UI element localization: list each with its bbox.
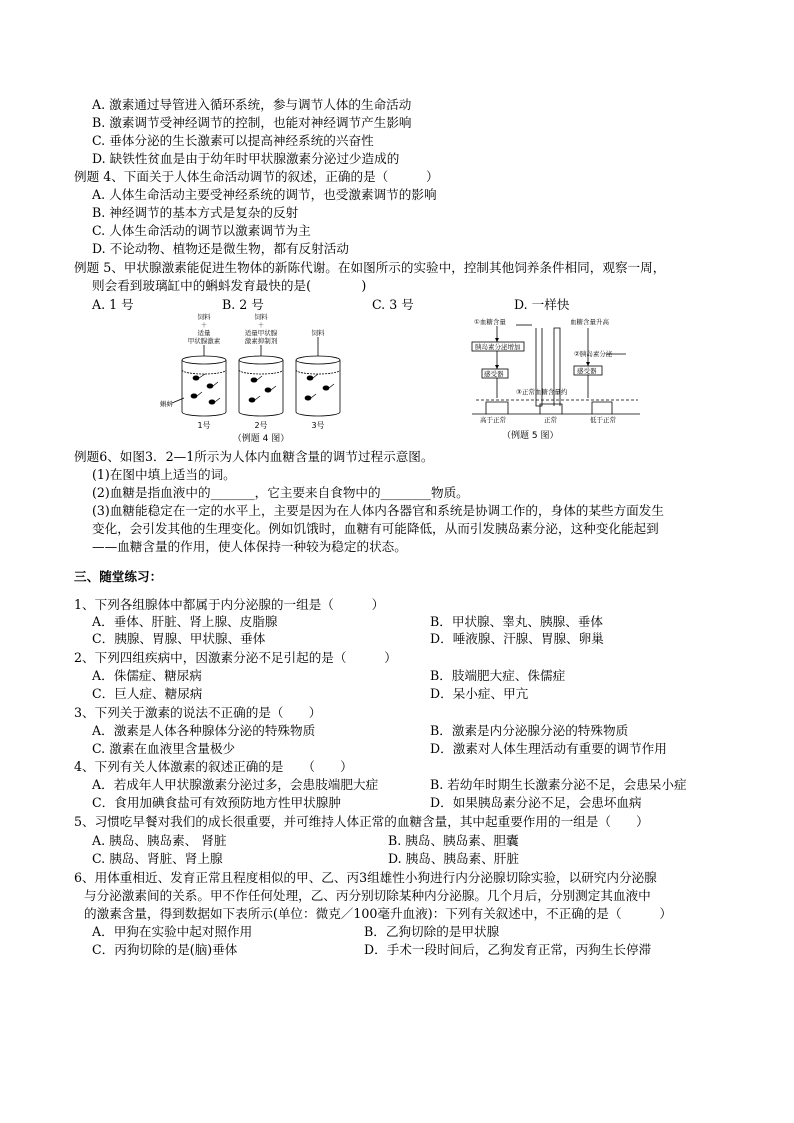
practice-q6-stem-1: 6、用体重相近、发育正常且程度相似的甲、乙、丙3组雄性小狗进行内分泌腺切除实验，以研究内分泌腺 — [74, 870, 657, 885]
fig4-label-amount-1: 适量 — [197, 329, 211, 337]
fig5-label-receptor-right: 感受器 — [577, 367, 597, 375]
ex4-option-a: A. 人体生命活动主要受神经系统的调节，也受激素调节的影响 — [92, 187, 437, 202]
fig5-label-insulin-increase: 胰岛素分泌增加 — [475, 343, 521, 351]
practice-q4-option-b: B. 若幼年时期生长激素分泌不足，会患呆小症 — [430, 777, 687, 792]
fig5-label-below-normal: 低于正常 — [590, 416, 616, 424]
fig5-label-normal: 正常 — [544, 416, 557, 424]
fig4-label-feed-3: 饲料 — [311, 329, 325, 337]
practice-q5-option-b: B. 胰岛、胰岛素、胆囊 — [388, 833, 519, 848]
practice-q4-option-a: A．若成年人甲状腺激素分泌过多，会患肢端肥大症 — [92, 777, 379, 792]
practice-q2-option-a: A．侏儒症、糖尿病 — [92, 668, 202, 683]
fig4-label-feed-2: 饲料 — [254, 313, 268, 321]
practice-q1-stem: 1、下列各组腺体中都属于内分泌腺的一组是（ ） — [74, 597, 385, 612]
ex4-option-b: B. 神经调节的基本方式是复杂的反射 — [92, 205, 299, 220]
section-3-title: 三、随堂练习： — [74, 569, 163, 584]
ex3-option-d: D. 缺铁性贫血是由于幼年时甲状腺激素分泌过少造成的 — [92, 151, 400, 166]
practice-q3-option-c: C. 激素在血液里含量极少 — [92, 741, 236, 756]
ex6-question-1: (1)在图中填上适当的词。 — [92, 467, 236, 482]
ex5-option-d: D. 一样快 — [514, 297, 570, 312]
ex6-question-3-line-1: (3)血糖能稳定在一定的水平上，主要是因为在人体内各器官和系统是协调工作的，身体的某些方面发生 — [92, 503, 664, 518]
practice-q3-option-d: D．激素对人体生理活动有重要的调节作用 — [430, 741, 667, 756]
fig5-caption: （例题 5 图） — [502, 431, 559, 441]
fig4-label-inhibitor: 激素抑制剂 — [244, 337, 278, 345]
practice-q5-stem: 5、习惯吃早餐对我们的成长很重要，并可维持人体正常的血糖含量，其中起重要作用的一组是（ ） — [74, 814, 649, 829]
practice-q6-option-a: A．甲狗在实验中起对照作用 — [92, 924, 253, 939]
ex6-question-3-line-3: ——血糖含量的作用，使人体保持一种较为稳定的状态。 — [92, 539, 407, 554]
fig4-label-plus-2: ＋ — [257, 321, 265, 329]
fig5-label-glucose-rise: 血糖含量升高 — [570, 318, 609, 326]
ex5-option-a: A. 1 号 — [92, 297, 134, 312]
ex3-option-a: A. 激素通过导管进入循环系统，参与调节人体的生命活动 — [92, 97, 412, 112]
practice-q5-option-a: A. 胰岛、胰岛素、 肾脏 — [92, 833, 227, 848]
fig4-jar-1-label: 1号 — [197, 421, 211, 430]
ex5-option-b: B. 2 号 — [222, 297, 264, 312]
fig4-jar-3-label: 3号 — [311, 421, 325, 430]
ex3-option-b: B. 激素调节受神经调节的控制，也能对神经调节产生影响 — [92, 115, 412, 130]
practice-q4-option-d: D．如果胰岛素分泌不足，会患坏血病 — [430, 795, 642, 810]
practice-q2-option-d: D．呆小症、甲亢 — [430, 686, 529, 701]
practice-q5-option-c: C. 胰岛、肾脏、肾上腺 — [92, 851, 223, 866]
ex3-option-c: C. 垂体分泌的生长激素可以提高神经系统的兴奋性 — [92, 133, 374, 148]
fig4-label-tadpole: 蝌蚪 — [160, 400, 173, 408]
fig4-label-hormone: 甲状腺激素 — [187, 337, 221, 345]
ex6-question-2: (2)血糖是指血液中的_______，它主要来自食物中的________物质。 — [92, 485, 469, 500]
fig4-label-amount-2: 适量甲状腺 — [244, 329, 278, 337]
practice-q3-stem: 3、下列关于激素的说法不正确的是（ ） — [74, 705, 322, 720]
ex5-stem-2: 则会看到玻璃缸中的蝌蚪发育最快的是( ) — [92, 278, 367, 293]
fig5-label-insulin-secretion: ②胰岛素分泌 — [574, 350, 613, 358]
practice-q2-option-b: B．肢端肥大症、侏儒症 — [430, 668, 566, 683]
ex5-stem-1: 例题 5、甲状腺激素能促进生物体的新陈代谢。在如图所示的实验中，控制其他饲养条件相同，观察一周， — [74, 260, 666, 275]
fig5-label-above-normal: 高于正常 — [480, 416, 506, 424]
ex6-question-3-line-2: 变化，会引发其他的生理变化。例如饥饿时，血糖有可能降低，从而引发胰岛素分泌，这种变化能起到 — [92, 521, 659, 536]
practice-q1-option-b: B．甲状腺、睾丸、胰腺、垂体 — [430, 614, 603, 629]
practice-q2-stem: 2、下列四组疾病中，因激素分泌不足引起的是（ ） — [74, 650, 397, 665]
fig4-label-plus-1: ＋ — [200, 321, 208, 329]
fig4-label-feed-1: 饲料 — [197, 313, 211, 321]
ex4-option-c: C. 人体生命活动的调节以激素调节为主 — [92, 223, 311, 238]
fig5-label-receptor-left: 感受器 — [484, 370, 504, 378]
fig4-caption: （例题 4 图） — [232, 434, 290, 444]
practice-q6-option-d: D．手术一段时间后，乙狗发育正常，丙狗生长停滞 — [364, 942, 652, 957]
practice-q4-stem: 4、下列有关人体激素的叙述正确的是 （ ） — [74, 759, 353, 774]
practice-q6-stem-2: 与分泌激素间的关系。甲不作任何处理，乙、丙分别切除某种内分泌腺。几个月后，分别测定其血液中 — [84, 888, 651, 903]
ex6-stem: 例题6、如图3．2—1所示为人体内血糖含量的调节过程示意图。 — [74, 449, 434, 464]
ex4-option-d: D. 不论动物、植物还是微生物，都有反射活动 — [92, 241, 349, 256]
practice-q6-option-b: B．乙狗切除的是甲状腺 — [364, 924, 500, 939]
practice-q1-option-a: A．垂体、肝脏、肾上腺、皮脂腺 — [92, 614, 278, 629]
practice-q3-option-b: B．激素是内分泌腺分泌的特殊物质 — [430, 723, 629, 738]
practice-q1-option-c: C．胰腺、胃腺、甲状腺、垂体 — [92, 631, 266, 646]
practice-q6-option-c: C．丙狗切除的是(脑)垂体 — [92, 942, 238, 957]
practice-q6-stem-3: 的激素含量，得到数据如下表所示(单位：微克／100毫升血液)：下列有关叙述中，不正确的是（ ） — [84, 906, 672, 921]
practice-q3-option-a: A．激素是人体各种腺体分泌的特殊物质 — [92, 723, 316, 738]
fig5-label-normal-level: ③正常血糖含量约 — [516, 388, 568, 396]
fig5-label-glucose-level: ①血糖含量 — [474, 318, 506, 326]
practice-q5-option-d: D. 胰岛、胰岛素、肝脏 — [388, 851, 519, 866]
practice-q2-option-c: C．巨人症、糖尿病 — [92, 686, 203, 701]
fig4-jar-2-label: 2号 — [254, 421, 268, 430]
practice-q4-option-c: C．食用加碘食盐可有效预防地方性甲状腺肿 — [92, 795, 341, 810]
practice-q1-option-d: D．唾液腺、汗腺、胃腺、卵巢 — [430, 631, 604, 646]
ex4-stem: 例题 4、下面关于人体生命活动调节的叙述，正确的是（ ） — [74, 169, 439, 184]
ex5-option-c: C. 3 号 — [372, 297, 414, 312]
figure-5-glucose-diagram — [470, 314, 642, 444]
figure-4-tadpole-jars — [158, 312, 358, 444]
